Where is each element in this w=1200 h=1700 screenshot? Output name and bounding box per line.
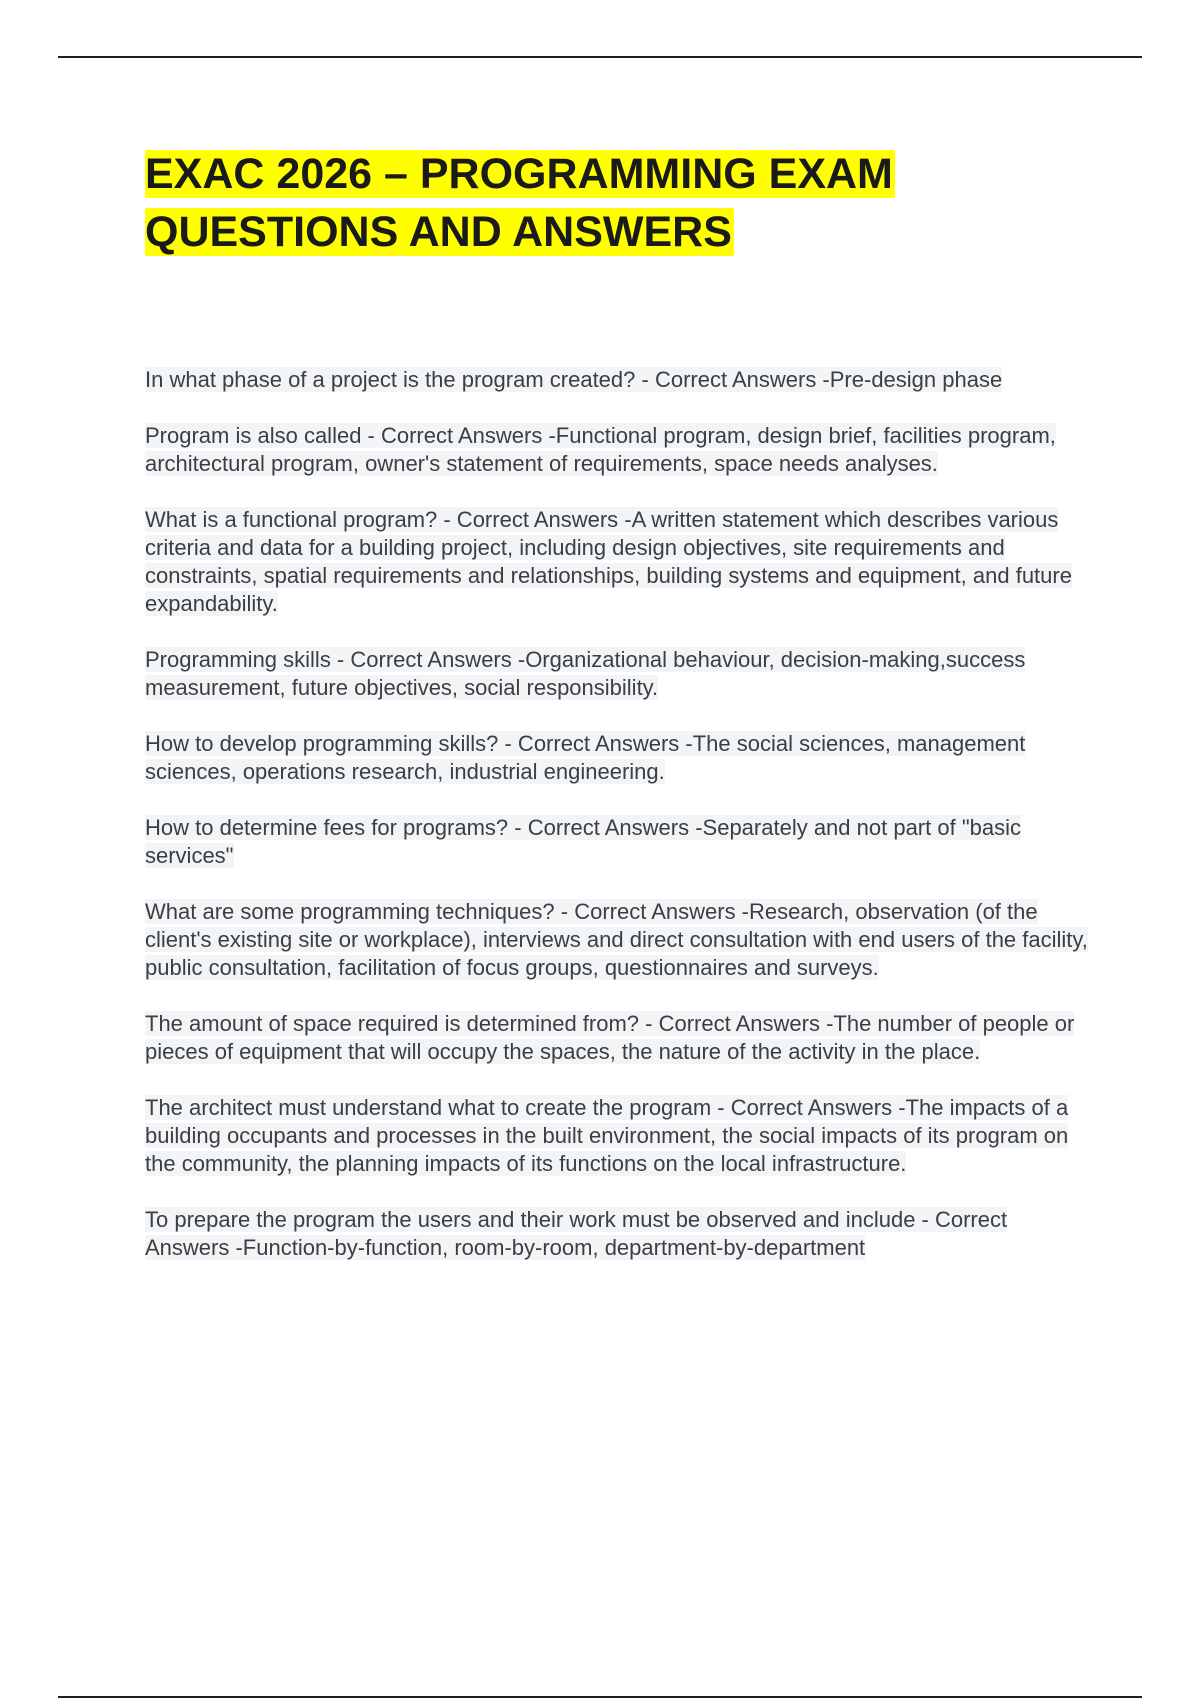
qa-item [145,1010,1095,1066]
qa-item-text: How to develop programming skills? - Correct Answers -The social sciences, management sciences, operations research, industrial engineering. [145,731,1026,784]
qa-item [145,422,1095,478]
qa-list [145,366,1095,1290]
qa-item-text: What is a functional program? - Correct Answers -A written statement which describes various criteria and data for a building project, including design objectives, site requirements and constraints, spatial requirements and relationships, building systems and equipment, and future expandability. [145,507,1072,616]
qa-item-text: In what phase of a project is the program created? - Correct Answers -Pre-design phase [145,367,1003,392]
qa-item [145,1094,1095,1178]
qa-item-text: What are some programming techniques? - Correct Answers -Research, observation (of the client's existing site or workplace), interviews and direct consultation with end users of the facility, public consultation, facilitation of focus groups, questionnaires and surveys. [145,899,1088,980]
qa-item [145,506,1095,618]
qa-item [145,646,1095,702]
qa-item-text: Program is also called - Correct Answers -Functional program, design brief, facilities program, architectural program, owner's statement of requirements, space needs analyses. [145,423,1056,476]
qa-item-text: Programming skills - Correct Answers -Organizational behaviour, decision-making,success measurement, future objectives, social responsibility. [145,647,1026,700]
bottom-rule [58,1696,1142,1698]
qa-item-text: The amount of space required is determined from? - Correct Answers -The number of people or pieces of equipment that will occupy the spaces, the nature of the activity in the place. [145,1011,1075,1064]
title-line-2: QUESTIONS AND ANSWERS [145,208,732,256]
qa-item [145,814,1095,870]
qa-item [145,898,1095,982]
qa-item-text: To prepare the program the users and their work must be observed and include - Correct Answers -Function-by-function, room-by-room, department-by-department [145,1207,1008,1260]
document-title [145,145,1045,261]
qa-item-text: The architect must understand what to create the program - Correct Answers -The impacts of a building occupants and processes in the built environment, the social impacts of its program on the community, the planning impacts of its functions on the local infrastructure. [145,1095,1069,1176]
qa-item [145,730,1095,786]
top-rule [58,56,1142,58]
title-line-1: EXAC 2026 – PROGRAMMING EXAM [145,150,893,198]
qa-item-text: How to determine fees for programs? - Correct Answers -Separately and not part of "basic services" [145,815,1021,868]
qa-item [145,366,1095,394]
qa-item [145,1206,1095,1262]
